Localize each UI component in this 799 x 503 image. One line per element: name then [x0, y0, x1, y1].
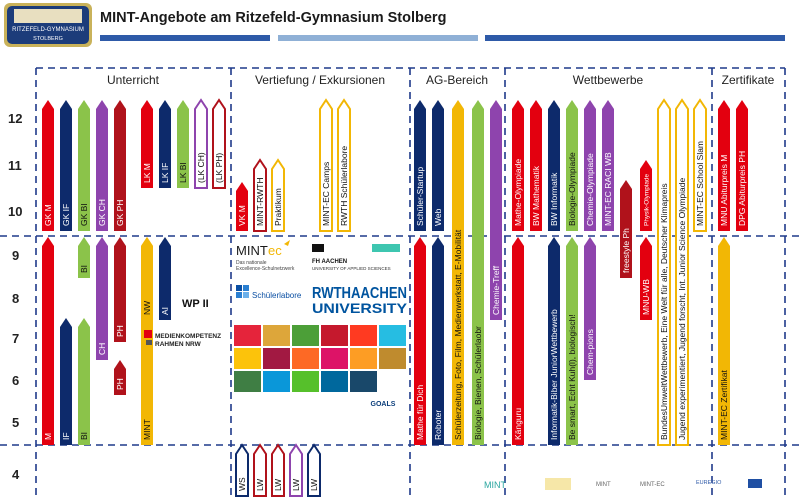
sdg-goals-grid: [234, 325, 406, 408]
fh-aachen-mark: [312, 244, 324, 252]
bar-label: Mathe-Olympiade: [512, 158, 523, 226]
schuelerlabore-text: Schülerlabore: [252, 291, 302, 300]
mintec-brand-ec: ec: [268, 243, 282, 258]
bar-shape: [78, 318, 90, 445]
sdg-goal-tile: [234, 348, 261, 369]
fh-aachen-logo: [312, 244, 400, 271]
bar-shape: [42, 237, 54, 445]
bar-label: LW: [254, 478, 265, 491]
bar-label: Chemie-Olympiade: [584, 153, 595, 226]
bar-label: MINT-EC RACI WB: [602, 152, 613, 226]
bar-label: Schülerzeitung, Foto, Film, Medienwerkstatt, E-Mobilität: [452, 229, 463, 440]
school-logo-name: RITZEFELD-GYMNASIUM: [12, 27, 84, 33]
grade-4: 4: [12, 467, 20, 482]
bar-label: BI: [78, 431, 89, 440]
section-unterricht: Unterricht: [106, 73, 160, 87]
bar-label: BW Informatik: [548, 172, 559, 226]
bar-label: MINT-EC School Slam: [694, 140, 705, 226]
footer-logo-euregio: EUREGIO: [696, 480, 722, 486]
bar-label: CH: [96, 342, 107, 355]
section-vertiefung: Vertiefung / Exkursionen: [254, 73, 386, 87]
mintec-sub2: Excellence-Schulnetzwerk: [236, 266, 295, 272]
grade-10: 10: [8, 204, 23, 219]
grade-6: 6: [12, 373, 20, 388]
bar-label: Mathe für Dich: [414, 384, 425, 440]
bar-label: freestyle Ph: [620, 228, 631, 273]
sdg-goal-tile: [350, 325, 377, 346]
sdg-goals-label: GOALS: [370, 401, 396, 408]
bar-label: PH: [114, 378, 125, 390]
bar-label: GK CH: [96, 199, 107, 226]
bar-label: LW: [308, 478, 319, 491]
sdg-goal-tile: [321, 348, 348, 369]
grade-8: 8: [12, 291, 20, 306]
header-bar-1: [100, 35, 270, 41]
footer-logo-mint: MINT: [484, 480, 506, 490]
rwth-logo: [312, 285, 408, 316]
sdg-goal-tile: [263, 325, 290, 346]
footer-logo-2: [545, 478, 571, 490]
bar-label: Chem-pions: [584, 329, 595, 375]
bar-label: AI: [159, 306, 170, 315]
bar-label: Web: [432, 208, 443, 226]
medienkompetenz-line1: MEDIENKOMPETENZ: [155, 333, 222, 340]
bar-label: LW: [290, 478, 301, 491]
sdg-goal-tile: [379, 348, 406, 369]
bar-shape: [96, 237, 108, 360]
bar-label: Informatik-Biber JuniorWettbewerb: [548, 309, 559, 440]
bar-label: Känguru: [512, 407, 523, 440]
medien-logo-icon-2: [146, 340, 152, 345]
header-bar-3: [485, 35, 785, 41]
bar-label: Praktikum: [272, 188, 283, 226]
bar-label: Roboter: [432, 409, 443, 440]
grade-7: 7: [12, 331, 20, 346]
bar-label: MINT-EC Camps: [320, 161, 331, 226]
footer-logo-mintec: MINT-EC: [640, 482, 665, 488]
school-logo-city: STOLBERG: [33, 36, 63, 42]
school-logo: [4, 3, 92, 47]
page-title: MINT-Angebote am Ritzefeld-Gymnasium Stolberg: [100, 10, 447, 26]
bar-label: WS: [236, 477, 247, 491]
sdg-goal-tile: [263, 348, 290, 369]
bar-shape: [60, 318, 72, 445]
fh-aachen-line2: UNIVERSITY OF APPLIED SCIENCES: [312, 266, 391, 271]
bar-label: (LK CH): [195, 152, 206, 183]
grade-5: 5: [12, 415, 20, 430]
bar-label: NW: [141, 300, 152, 315]
bar-label: Biologie-Olympiade: [566, 152, 577, 226]
footer-logos: [484, 478, 762, 490]
bar-label: PH: [114, 325, 125, 337]
header-bar-2: [278, 35, 478, 41]
sdg-goal-tile: [321, 371, 348, 392]
sdg-goal-tile: [350, 348, 377, 369]
bar-label: (LK PH): [213, 152, 224, 183]
bar-label: RWTH Schülerlabore: [338, 145, 349, 226]
schuelerlabore-sq-4: [243, 292, 249, 298]
schuelerlabore-logo: [236, 285, 302, 300]
medienkompetenz-logo: [144, 330, 221, 348]
sdg-goal-tile: [292, 371, 319, 392]
bar-label: LW: [272, 478, 283, 491]
bar-label: BundesUmweltWettbewerb, Eine Welt für alle, Deutscher Klimapreis: [658, 183, 669, 440]
medien-logo-icon: [144, 330, 152, 338]
bar-label: BW Mathematik: [530, 166, 541, 226]
footer-logo-mint-small: MINT: [596, 482, 611, 488]
sdg-goal-tile: [263, 371, 290, 392]
bar-label: GK PH: [114, 199, 125, 226]
bar-label: MINT-RWTH: [254, 177, 265, 226]
bar-label: GK IF: [60, 203, 71, 226]
bar-label: MNU Abiturpreis M: [718, 154, 729, 226]
mintec-brand: MINT: [236, 243, 268, 258]
section-ag-bereich: AG-Bereich: [425, 73, 489, 87]
bar-label: Biologie, Bienen, Schülerlaobr: [472, 326, 483, 440]
sdg-goal-tile: [292, 325, 319, 346]
grade-9: 9: [12, 248, 20, 263]
bar-label: MINT-EC Zertifikat: [718, 370, 729, 440]
bar-label: BI: [78, 264, 89, 273]
medienkompetenz-line2: RAHMEN NRW: [155, 341, 201, 348]
schuelerlabore-sq-3: [236, 292, 242, 298]
bar-label: Schüler-Startup: [414, 166, 425, 226]
bar-label: IF: [60, 432, 71, 440]
school-building-icon: [14, 9, 82, 23]
rwth-line2: UNIVERSITY: [312, 300, 408, 316]
mintec-logo: [236, 240, 295, 272]
section-wettbewerbe: Wettbewerbe: [572, 73, 644, 87]
grade-12: 12: [8, 111, 23, 126]
bar-label: GK BI: [78, 203, 89, 226]
bar-label: LK M: [141, 163, 152, 183]
wp-ii-label: WP II: [182, 298, 209, 310]
schuelerlabore-sq-1: [236, 285, 242, 291]
mintec-swoosh-icon: [284, 240, 290, 246]
sdg-goal-tile: [321, 325, 348, 346]
fh-aachen-line1: FH AACHEN: [312, 259, 348, 265]
bar-label: M: [42, 432, 53, 440]
grade-11: 11: [8, 158, 22, 173]
bar-label: Jugend experimentiert, Jugend forscht, Int. Junior Science Olympiade: [676, 177, 687, 440]
bar-label: GK M: [42, 204, 53, 226]
bar-label: Be smart, Echt Kuh(l), biologisch!: [566, 314, 577, 440]
schuelerlabore-sq-2: [243, 285, 249, 291]
bar-label: MINT: [141, 419, 152, 440]
footer-eu-flag-icon: [748, 479, 762, 488]
sdg-goal-tile: [292, 348, 319, 369]
bar-label: DPG Abiturpreis PH: [736, 150, 747, 226]
sdg-goal-tile: [379, 325, 406, 346]
fh-aachen-teal-bar: [372, 244, 400, 252]
sdg-goal-tile: [350, 371, 377, 392]
mintec-sub1: Das nationale: [236, 260, 267, 266]
bar-label: MNU-WB: [640, 279, 651, 315]
rwth-line1: RWTHAACHEN: [312, 285, 407, 302]
bar-label: Physik-Olympiade: [643, 173, 651, 226]
sdg-goal-tile: [234, 325, 261, 346]
section-zertifikate: Zertifikate: [721, 73, 775, 87]
bar-label: LK BI: [177, 162, 188, 183]
bar-label: Chemie-Treff: [490, 265, 501, 315]
bar-label: VK M: [236, 205, 247, 226]
sdg-goal-tile: [234, 371, 261, 392]
bar-label: LK IF: [159, 162, 170, 183]
grade-labels: [8, 111, 22, 482]
